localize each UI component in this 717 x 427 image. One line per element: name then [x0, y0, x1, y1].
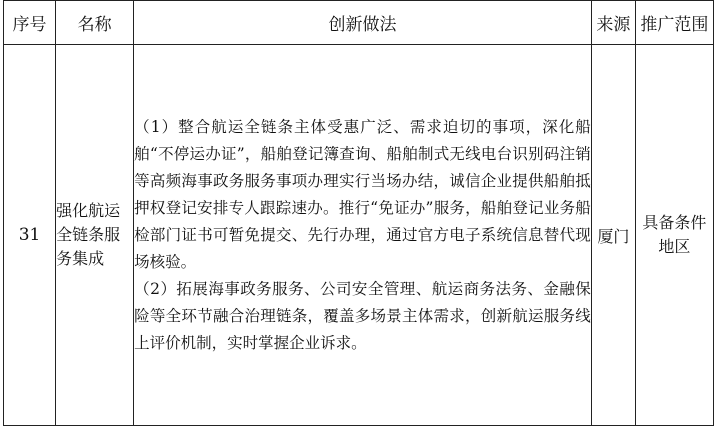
header-method: 创新做法 [134, 1, 592, 45]
header-name: 名称 [56, 1, 134, 45]
table-row [4, 45, 714, 426]
policy-table [3, 0, 714, 426]
row-name: 强化航运全链条服务集成 [56, 45, 134, 426]
row-source: 厦门 [591, 45, 635, 426]
row-number: 31 [4, 45, 56, 426]
method-paragraph-1: （1）整合航运全链条主体受惠广泛、需求迫切的事项，深化船舶“不停运办证”，船舶登记簿查询、船舶制式无线电台识别码注销等高频海事政务服务事项办理实行当场办结，诚信企业提供船舶抵押权登记安排专人跟踪速办。推行“免证办”服务，船舶登记业务船检部门证书可暂免提交、先行办理，通过官方电子系统信息替代现场核验。 [134, 117, 591, 271]
row-method [134, 45, 592, 426]
header-no: 序号 [4, 1, 56, 45]
header-source: 来源 [591, 1, 635, 45]
method-paragraph-2: （2）拓展海事政务服务、公司安全管理、航运商务法务、金融保险等全环节融合治理链条，覆盖多场景主体需求，创新航运服务线上评价机制，实时掌握企业诉求。 [134, 279, 591, 352]
header-scope: 推广范围 [635, 1, 713, 45]
table-header [4, 1, 714, 45]
header-row [4, 1, 714, 45]
table-body [4, 45, 714, 426]
row-scope: 具备条件地区 [635, 45, 713, 426]
